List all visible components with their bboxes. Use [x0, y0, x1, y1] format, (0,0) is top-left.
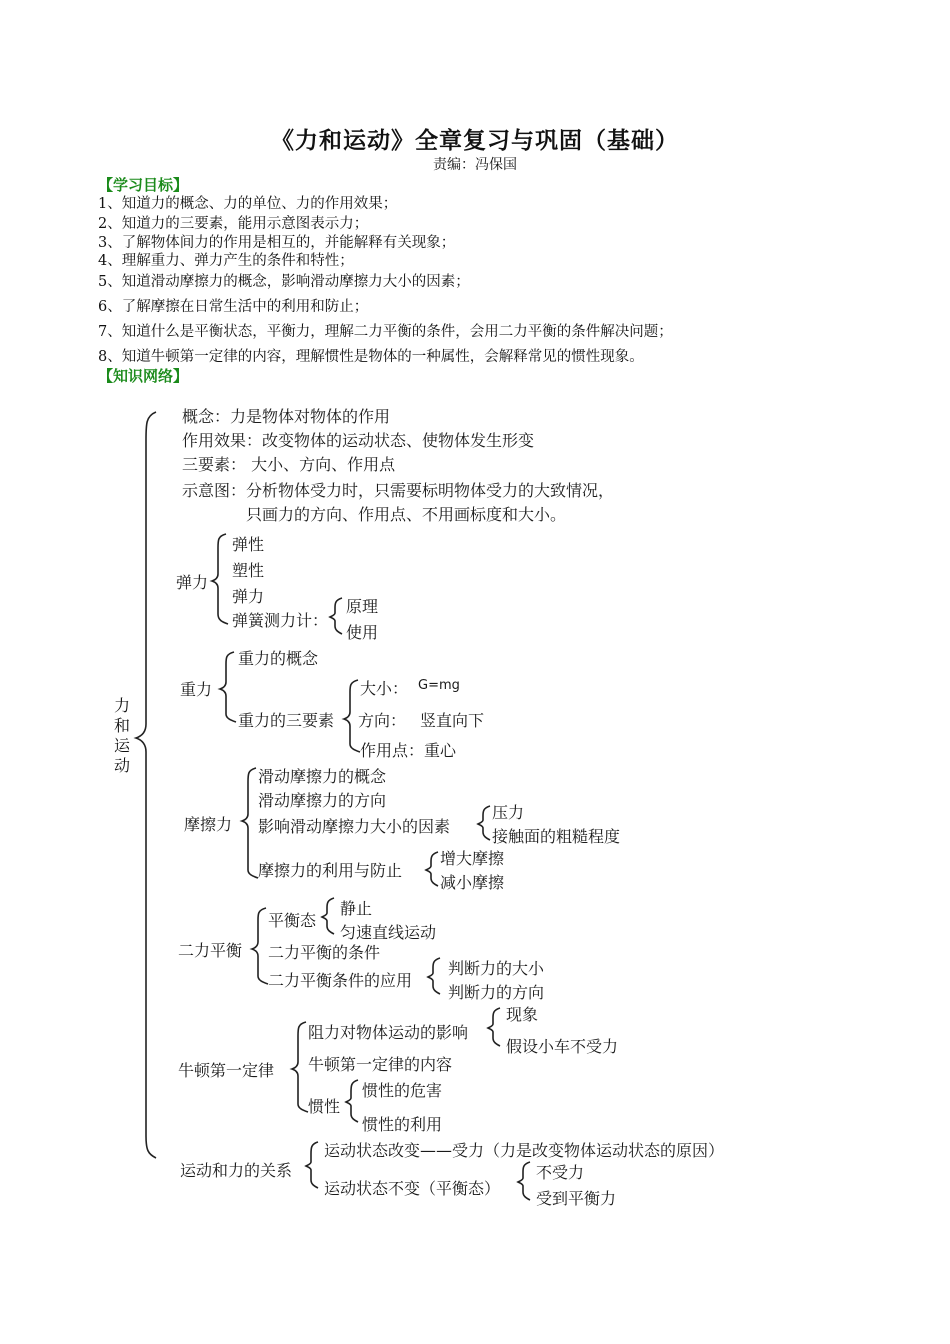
map-friction-concept: 滑动摩擦力的概念	[258, 767, 387, 786]
map-friction-factor-item: 压力	[492, 803, 525, 822]
map-elastic-item: 弹力	[232, 587, 265, 606]
map-balance-application-item: 判断力的大小	[448, 959, 545, 978]
map-relation-change: 运动状态改变——受力（力是改变物体运动状态的原因）	[324, 1141, 725, 1160]
map-gravity-direction: 方向：	[358, 711, 407, 730]
map-elastic-label: 弹力	[176, 573, 209, 592]
map-balance-condition: 二力平衡的条件	[268, 943, 381, 962]
map-spring-item: 使用	[346, 623, 379, 642]
editor-line: 责编：冯保国	[433, 157, 517, 173]
map-spring-scale: 弹簧测力计：	[232, 611, 329, 630]
map-friction-factor-item: 接触面的粗糙程度	[492, 827, 621, 846]
map-relation-unchanged-item: 不受力	[536, 1163, 585, 1182]
page-title: 《力和运动》全章复习与巩固（基础）	[271, 127, 679, 154]
map-gravity-elements: 重力的三要素	[238, 711, 335, 730]
map-friction-factors: 影响滑动摩擦力大小的因素	[258, 817, 451, 836]
map-effect: 作用效果：改变物体的运动状态、使物体发生形变	[182, 431, 535, 450]
map-balance-label: 二力平衡	[178, 941, 243, 960]
map-root: 力和运动	[113, 696, 130, 775]
map-relation-unchanged-item: 受到平衡力	[536, 1189, 617, 1208]
map-gravity-direction-value: 竖直向下	[420, 711, 485, 730]
map-relation-unchanged: 运动状态不变（平衡态）	[324, 1179, 501, 1198]
map-newton-resistance-item: 假设小车不受力	[506, 1037, 619, 1056]
objectives-heading: 【学习目标】	[98, 176, 189, 194]
map-gravity-point: 作用点：重心	[360, 741, 457, 760]
map-concept: 概念：力是物体对物体的作用	[182, 407, 391, 426]
map-elastic-item: 塑性	[232, 561, 265, 580]
objective-item: 1、知道力的概念、力的单位、力的作用效果；	[98, 196, 398, 212]
objective-item: 6、了解摩擦在日常生活中的利用和防止；	[98, 299, 369, 315]
map-friction-use-item: 减小摩擦	[440, 873, 505, 892]
map-gravity-concept: 重力的概念	[238, 649, 319, 668]
map-balance-state: 平衡态	[268, 911, 317, 930]
objective-item: 2、知道力的三要素，能用示意图表示力；	[98, 216, 369, 232]
map-friction-use: 摩擦力的利用与防止	[258, 861, 403, 880]
objective-item: 8、知道牛顿第一定律的内容，理解惯性是物体的一种属性，会解释常见的惯性现象。	[98, 349, 644, 365]
map-diagram-line2: 只画力的方向、作用点、不用画标度和大小。	[246, 505, 567, 524]
map-friction-direction: 滑动摩擦力的方向	[258, 791, 387, 810]
map-newton-resistance: 阻力对物体运动的影响	[308, 1023, 469, 1042]
map-gravity-formula: G=mg	[418, 678, 460, 693]
map-newton-content: 牛顿第一定律的内容	[308, 1055, 453, 1074]
objective-item: 4、理解重力、弹力产生的条件和特性；	[98, 253, 354, 269]
map-balance-application-item: 判断力的方向	[448, 983, 545, 1002]
map-balance-application: 二力平衡条件的应用	[268, 971, 413, 990]
map-newton-inertia-item: 惯性的利用	[362, 1115, 443, 1134]
map-friction-use-item: 增大摩擦	[440, 849, 505, 868]
map-diagram-line1: 示意图：分析物体受力时，只需要标明物体受力的大致情况，	[182, 481, 615, 500]
map-elastic-item: 弹性	[232, 535, 265, 554]
objective-item: 3、了解物体间力的作用是相互的，并能解释有关现象；	[98, 235, 456, 251]
map-balance-state-item: 匀速直线运动	[340, 923, 437, 942]
objective-item: 5、知道滑动摩擦力的概念，影响滑动摩擦力大小的因素；	[98, 274, 470, 290]
map-gravity-label: 重力	[180, 680, 213, 699]
network-heading: 【知识网络】	[98, 367, 189, 385]
map-friction-label: 摩擦力	[184, 815, 233, 834]
map-spring-item: 原理	[346, 597, 379, 616]
map-relation-label: 运动和力的关系	[180, 1161, 293, 1180]
map-newton-label: 牛顿第一定律	[178, 1061, 275, 1080]
map-gravity-size: 大小：	[360, 679, 409, 698]
map-newton-inertia-item: 惯性的危害	[362, 1081, 443, 1100]
map-newton-inertia: 惯性	[308, 1097, 341, 1116]
map-three-elements: 三要素： 大小、方向、作用点	[182, 455, 396, 474]
objective-item: 7、知道什么是平衡状态，平衡力，理解二力平衡的条件，会用二力平衡的条件解决问题；	[98, 324, 673, 340]
map-newton-resistance-item: 现象	[506, 1005, 539, 1024]
map-balance-state-item: 静止	[340, 899, 373, 918]
